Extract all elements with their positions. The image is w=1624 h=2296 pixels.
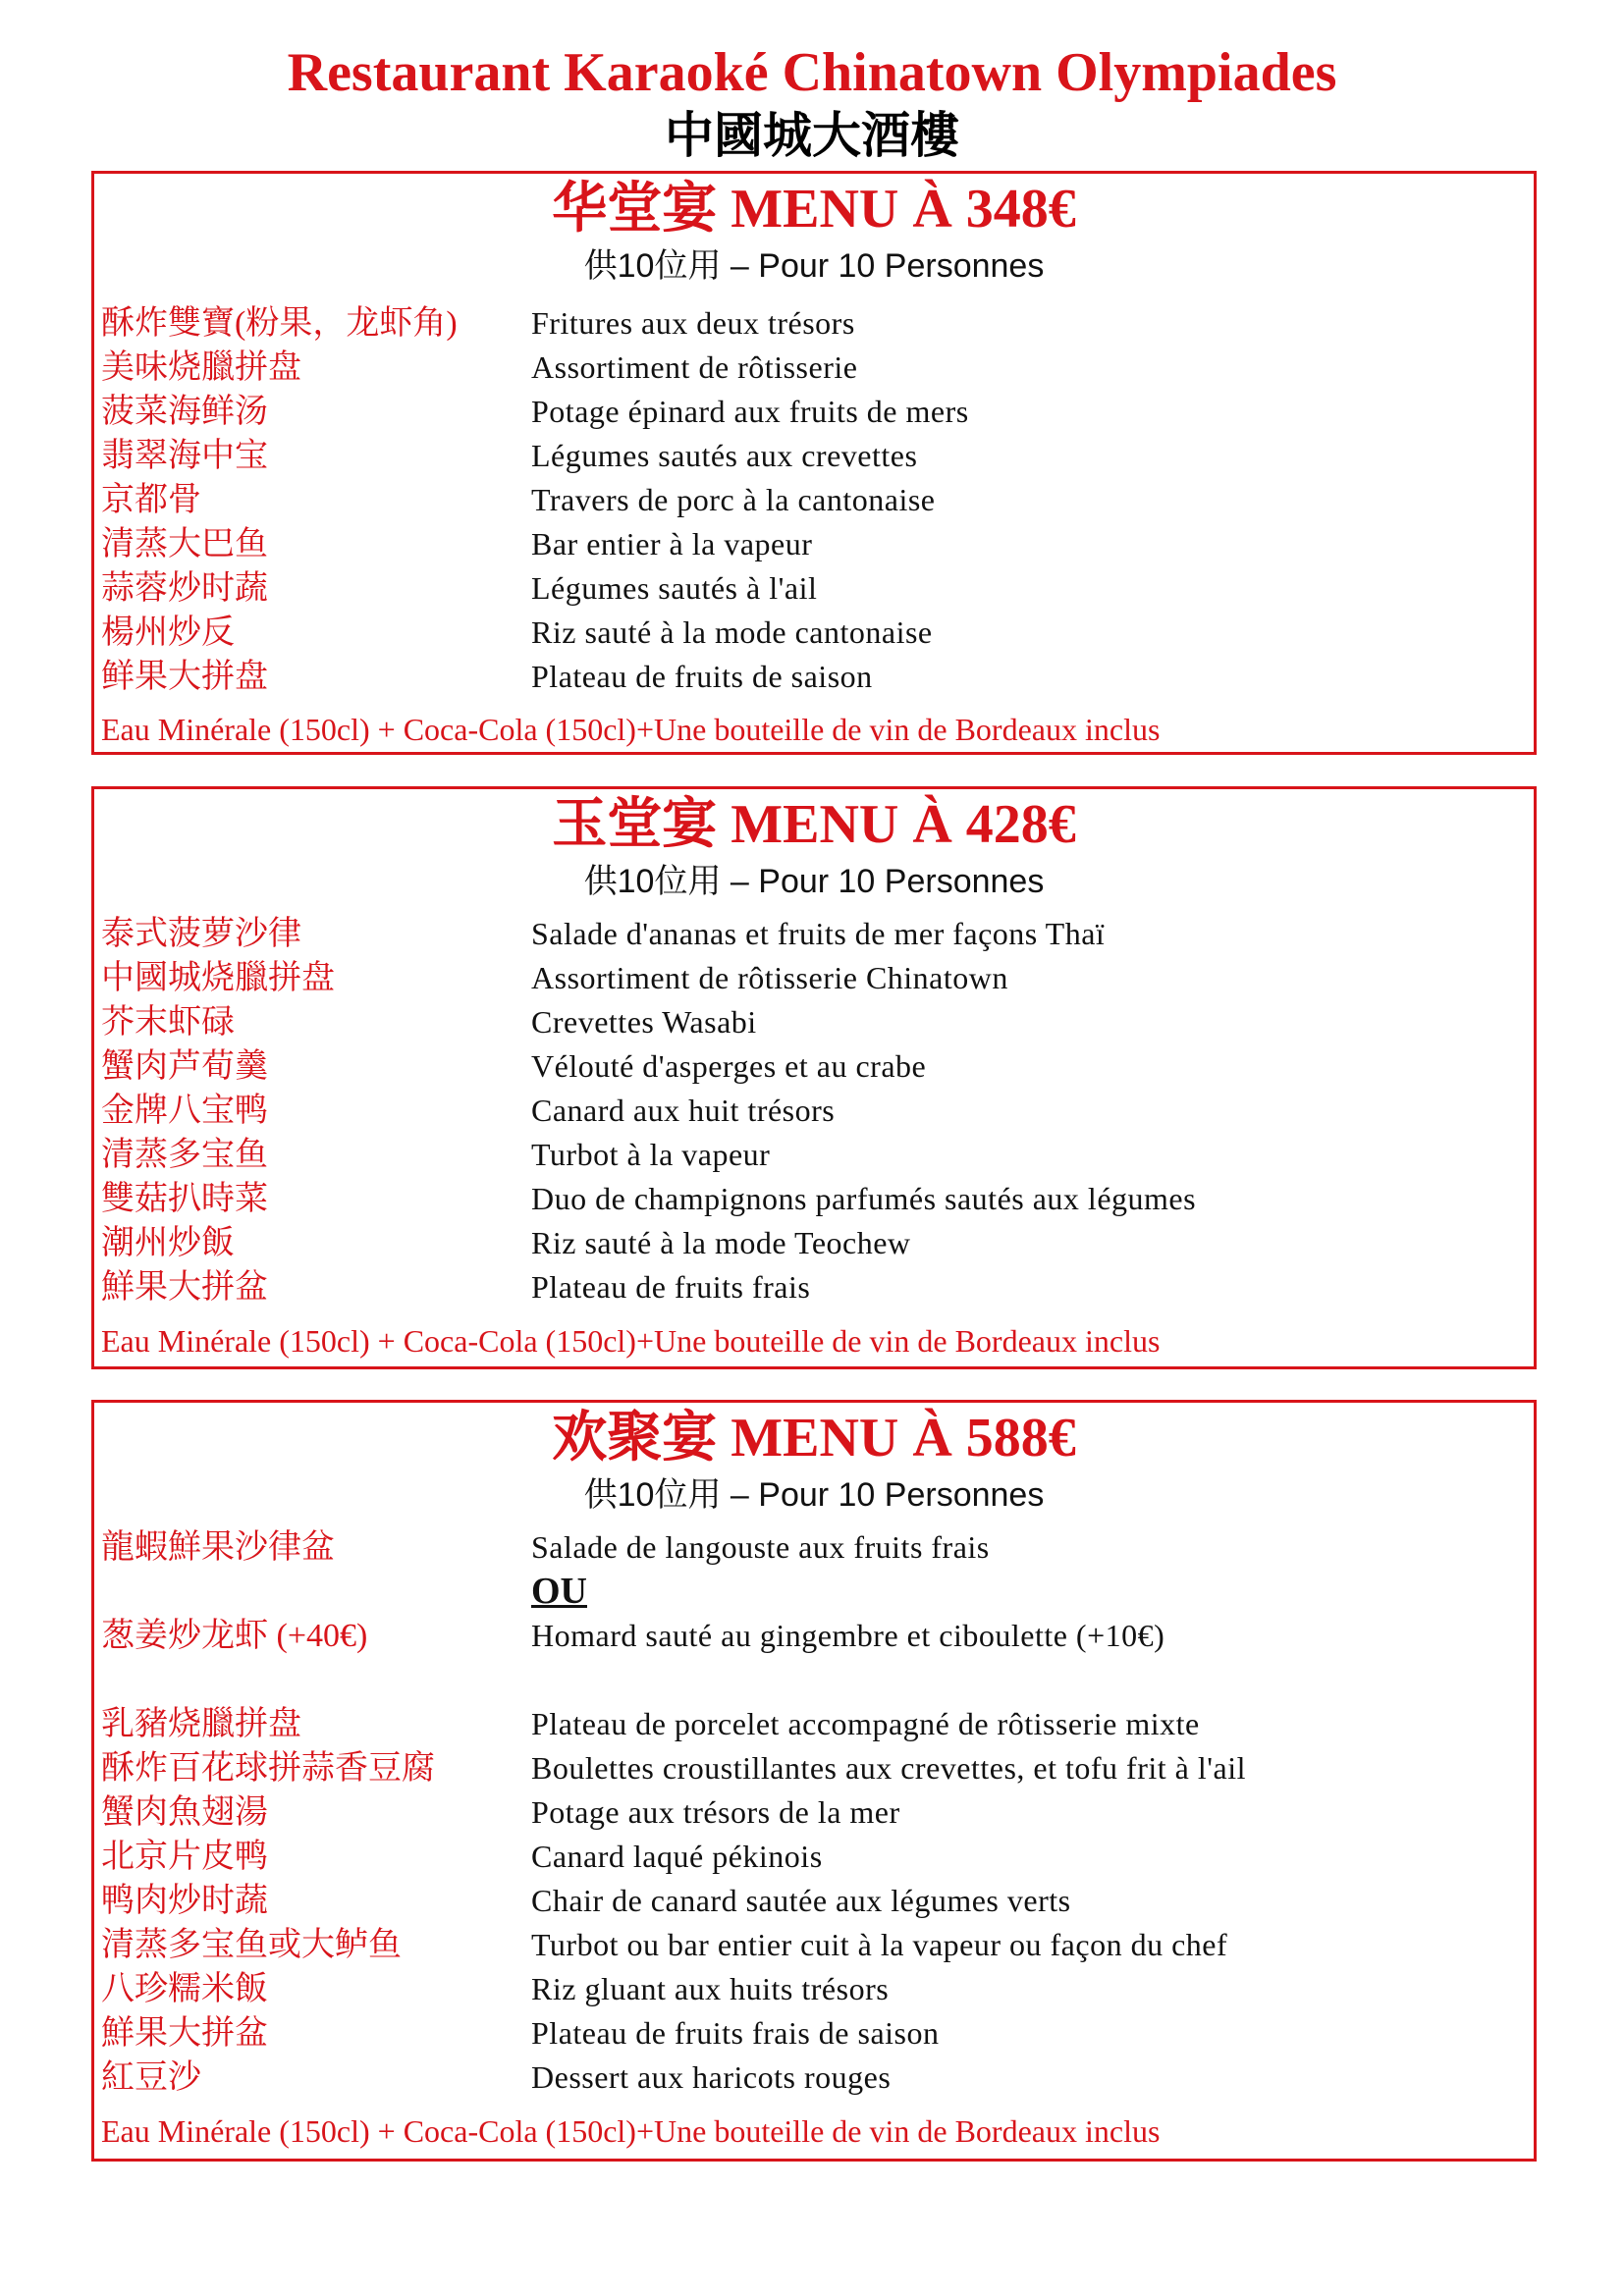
- dish-name-fr: Riz sauté à la mode Teochew: [531, 1225, 911, 1260]
- dish-name-fr: Dessert aux haricots rouges: [531, 2059, 892, 2095]
- dish-name-fr: Turbot ou bar entier cuit à la vapeur ou façon du chef: [531, 1927, 1228, 1962]
- dish-name-fr: Légumes sautés à l'ail: [531, 570, 818, 606]
- dish-name-fr: Plateau de fruits de saison: [531, 659, 873, 694]
- dish-name-cn: 酥炸雙寶(粉果，龙虾角): [101, 305, 458, 342]
- drinks-included: Eau Minérale (150cl) + Coca-Cola (150cl)+Une bouteille de vin de Bordeaux inclus: [101, 712, 1161, 747]
- dish-name-cn: 美味烧臘拼盘: [101, 349, 301, 386]
- menu-box-428: [91, 786, 1537, 1369]
- menu-name-cn: 华堂宴: [552, 177, 718, 240]
- dish-name-cn: 中國城烧臘拼盘: [101, 960, 335, 996]
- dish-name-cn: 乳豬烧臘拼盘: [101, 1706, 301, 1742]
- dish-row: [94, 346, 1534, 390]
- dish-name-cn: 蟹肉魚翅湯: [101, 1794, 268, 1831]
- dish-name-cn: 紅豆沙: [101, 2059, 201, 2096]
- dish-name-fr: Crevettes Wasabi: [531, 1004, 757, 1040]
- dish-name-cn: 鮮果大拼盆: [101, 2015, 268, 2052]
- dish-row: [94, 522, 1534, 566]
- dish-name-cn: 潮州炒飯: [101, 1225, 235, 1261]
- dish-name-fr: Potage épinard aux fruits de mers: [531, 394, 969, 429]
- dish-name-cn: 鮮果大拼盆: [101, 1269, 268, 1306]
- dish-name-cn: 芥末虾碌: [101, 1004, 235, 1041]
- dish-name-fr: Canard aux huit trésors: [531, 1093, 836, 1128]
- dish-name-fr: Plateau de fruits frais de saison: [531, 2015, 940, 2051]
- dish-name-cn: 楊州炒反: [101, 614, 235, 651]
- dish-name-fr: Canard laqué pékinois: [531, 1839, 823, 1874]
- dish-name-fr: Assortiment de rôtisserie Chinatown: [531, 960, 1008, 995]
- dish-row: [94, 1089, 1534, 1133]
- dish-row: [94, 1265, 1534, 1309]
- dish-row: [94, 1790, 1534, 1835]
- dish-row-choice-1: [94, 1525, 1534, 1570]
- dish-name-fr: Riz sauté à la mode cantonaise: [531, 614, 933, 650]
- dish-name-fr: Salade de langouste aux fruits frais: [531, 1529, 990, 1565]
- dish-name-cn: 八珍糯米飯: [101, 1971, 268, 2007]
- dish-name-fr: Turbot à la vapeur: [531, 1137, 771, 1172]
- drinks-included: Eau Minérale (150cl) + Coca-Cola (150cl)+Une bouteille de vin de Bordeaux inclus: [101, 2113, 1161, 2149]
- menu-name-cn: 欢聚宴: [552, 1406, 718, 1469]
- dish-name-fr: Fritures aux deux trésors: [531, 305, 855, 341]
- dish-name-cn: 泰式菠萝沙律: [101, 916, 301, 952]
- menu-name-price: MENU À 348€: [731, 179, 1076, 240]
- dish-name-fr: Homard sauté au gingembre et ciboulette (+10€): [531, 1618, 1165, 1653]
- dish-name-fr: Potage aux trésors de la mer: [531, 1794, 900, 1830]
- dish-name-cn: 清蒸大巴鱼: [101, 526, 268, 562]
- dish-name-cn: 翡翠海中宝: [101, 438, 268, 474]
- dish-name-cn: 清蒸多宝鱼: [101, 1137, 268, 1173]
- dish-row: [94, 655, 1534, 699]
- dish-name-cn: 菠菜海鲜汤: [101, 394, 268, 430]
- dish-row: [94, 434, 1534, 478]
- dish-row: [94, 611, 1534, 655]
- dish-name-fr: Boulettes croustillantes aux crevettes, et tofu frit à l'ail: [531, 1750, 1246, 1786]
- dish-row: [94, 956, 1534, 1000]
- dish-name-fr: Légumes sautés aux crevettes: [531, 438, 918, 473]
- dish-name-fr: Salade d'ananas et fruits de mer façons Thaï: [531, 916, 1106, 951]
- dish-name-cn: 蒜蓉炒时蔬: [101, 570, 268, 607]
- dish-row: [94, 1221, 1534, 1265]
- dish-row: [94, 1923, 1534, 1967]
- dish-row: [94, 2011, 1534, 2056]
- dish-name-cn: 北京片皮鸭: [101, 1839, 268, 1875]
- dish-row: [94, 1133, 1534, 1177]
- dish-name-fr: Vélouté d'asperges et au crabe: [531, 1048, 927, 1084]
- menu-heading: [94, 791, 1534, 858]
- dish-name-fr: Bar entier à la vapeur: [531, 526, 813, 561]
- menu-name-cn: 玉堂宴: [552, 792, 718, 856]
- dish-row: [94, 301, 1534, 346]
- menu-box-588: [91, 1400, 1537, 2162]
- serves-line: 供10位用 – Pour 10 Personnes: [583, 247, 1045, 285]
- menu-box-348: [91, 171, 1537, 755]
- dish-name-cn: 京都骨: [101, 482, 201, 518]
- menu-heading: [94, 1405, 1534, 1471]
- menu-name-price: MENU À 588€: [731, 1408, 1076, 1468]
- dish-row: [94, 390, 1534, 434]
- dish-name-cn: 鲜果大拼盘: [101, 659, 268, 695]
- dish-row-choice-2: [94, 1614, 1534, 1658]
- dish-name-cn: 鸭肉炒时蔬: [101, 1883, 268, 1919]
- dish-name-cn: 蟹肉芦荀羹: [101, 1048, 268, 1085]
- dish-name-cn: 龍蝦鮮果沙律盆: [101, 1529, 335, 1566]
- page-title: Restaurant Karaoké Chinatown Olympiades: [287, 42, 1337, 103]
- dish-row: [94, 478, 1534, 522]
- drinks-included: Eau Minérale (150cl) + Coca-Cola (150cl)+Une bouteille de vin de Bordeaux inclus: [101, 1323, 1161, 1359]
- dish-name-fr: Chair de canard sautée aux légumes verts: [531, 1883, 1071, 1918]
- dish-row: [94, 1879, 1534, 1923]
- dish-name-fr: Riz gluant aux huits trésors: [531, 1971, 890, 2006]
- menu-name-price: MENU À 428€: [731, 794, 1076, 855]
- dish-name-fr: Plateau de fruits frais: [531, 1269, 811, 1305]
- dish-row: [94, 566, 1534, 611]
- dish-row: [94, 1835, 1534, 1879]
- dish-name-fr: Assortiment de rôtisserie: [531, 349, 858, 385]
- dish-row: [94, 1746, 1534, 1790]
- serves-line: 供10位用 – Pour 10 Personnes: [583, 1476, 1045, 1514]
- dish-name-fr: Duo de champignons parfumés sautés aux légumes: [531, 1181, 1197, 1216]
- or-separator: OU: [531, 1571, 587, 1612]
- dish-row: [94, 1000, 1534, 1044]
- dish-name-fr: Plateau de porcelet accompagné de rôtisserie mixte: [531, 1706, 1200, 1741]
- serves-line: 供10位用 – Pour 10 Personnes: [583, 863, 1045, 900]
- dish-name-cn: 葱姜炒龙虾 (+40€): [101, 1618, 368, 1654]
- dish-name-cn: 雙菇扒時菜: [101, 1181, 268, 1217]
- dish-row: [94, 1702, 1534, 1746]
- dish-name-cn: 清蒸多宝鱼或大鲈鱼: [101, 1927, 402, 1963]
- dish-row: [94, 1177, 1534, 1221]
- dish-row: [94, 912, 1534, 956]
- dish-row: [94, 1044, 1534, 1089]
- dish-name-cn: 金牌八宝鸭: [101, 1093, 268, 1129]
- dish-name-fr: Travers de porc à la cantonaise: [531, 482, 936, 517]
- dish-name-cn: 酥炸百花球拼蒜香豆腐: [101, 1750, 435, 1787]
- dish-row: [94, 2056, 1534, 2100]
- menu-heading: [94, 176, 1534, 242]
- page-subtitle: 中國城大酒樓: [665, 107, 959, 164]
- dish-row: [94, 1967, 1534, 2011]
